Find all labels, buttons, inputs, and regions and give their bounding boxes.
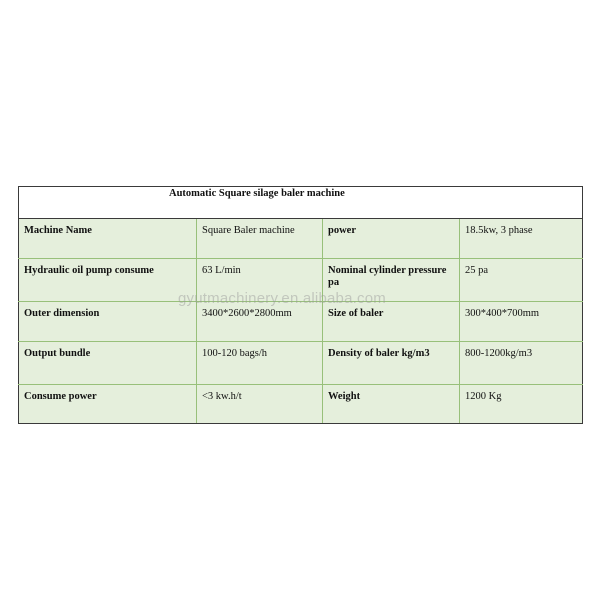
- spec-value: 100-120 bags/h: [197, 342, 323, 385]
- spec-label: Output bundle: [19, 342, 197, 385]
- spec-label: Machine Name: [19, 219, 197, 259]
- spec-value: 300*400*700mm: [460, 302, 583, 342]
- spec-value: 63 L/min: [197, 259, 323, 302]
- spec-value: 800-1200kg/m3: [460, 342, 583, 385]
- spec-label: Outer dimension: [19, 302, 197, 342]
- spec-label: Consume power: [19, 385, 197, 424]
- spec-label: power: [323, 219, 460, 259]
- spec-label: Density of baler kg/m3: [323, 342, 460, 385]
- table-row: [19, 219, 583, 259]
- table-title-row: [19, 187, 583, 219]
- table-row: [19, 259, 583, 302]
- spec-table: [18, 186, 583, 424]
- spec-value: Square Baler machine: [197, 219, 323, 259]
- table-row: [19, 342, 583, 385]
- table-title: Automatic Square silage baler machine: [19, 187, 583, 219]
- watermark: gyutmachinery.en.alibaba.com: [178, 290, 386, 307]
- spec-label: Nominal cylinder pressure pa: [323, 259, 460, 302]
- spec-label: Weight: [323, 385, 460, 424]
- spec-value: <3 kw.h/t: [197, 385, 323, 424]
- spec-label: Size of baler: [323, 302, 460, 342]
- spec-value: 1200 Kg: [460, 385, 583, 424]
- spec-value: 18.5kw, 3 phase: [460, 219, 583, 259]
- table-row: [19, 385, 583, 424]
- spec-value: 25 pa: [460, 259, 583, 302]
- table-row: [19, 302, 583, 342]
- spec-value: 3400*2600*2800mm: [197, 302, 323, 342]
- spec-label: Hydraulic oil pump consume: [19, 259, 197, 302]
